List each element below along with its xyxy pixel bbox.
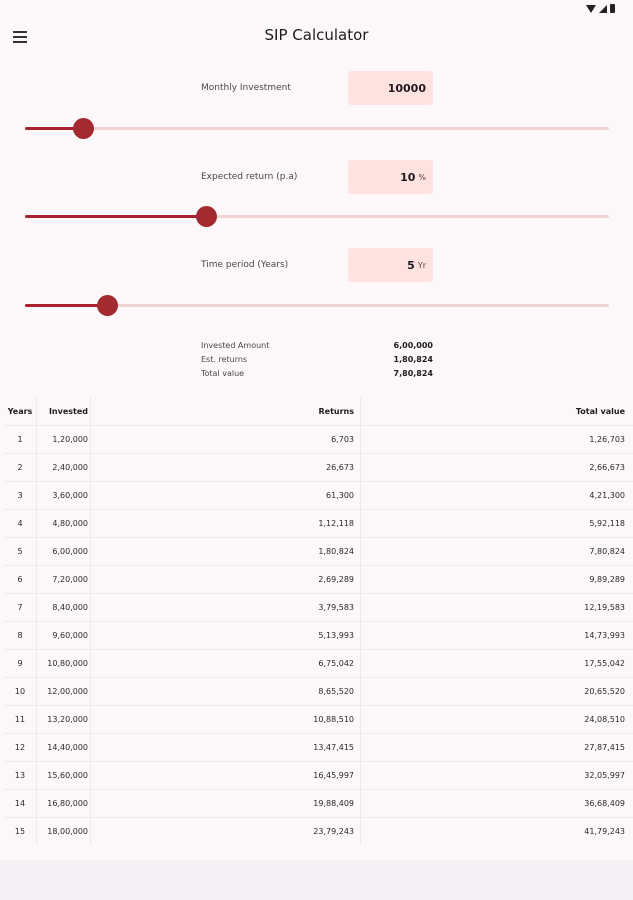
page-title: SIP Calculator — [264, 26, 369, 44]
cell-year: 10 — [4, 678, 37, 705]
cell-year: 2 — [4, 454, 37, 481]
table-row — [4, 761, 633, 789]
cell-invested: 15,60,000 — [37, 762, 91, 789]
cell-year: 5 — [4, 538, 37, 565]
table-row — [4, 733, 633, 761]
status-bar — [0, 0, 633, 18]
cell-total-value: 36,68,409 — [584, 799, 625, 808]
header-years: Years — [4, 397, 37, 425]
table-row — [4, 425, 633, 453]
table-row — [4, 789, 633, 817]
cell-returns: 8,65,520 — [91, 678, 361, 705]
cell-invested: 6,00,000 — [37, 538, 91, 565]
table-row — [4, 593, 633, 621]
expected-return-suffix: % — [418, 172, 426, 182]
cell-total-value: 7,80,824 — [589, 547, 625, 556]
header-invested: Invested — [37, 397, 91, 425]
summary-row-total — [201, 367, 433, 381]
summary-value: 7,80,824 — [393, 369, 433, 378]
cell-total-value: 14,73,993 — [584, 631, 625, 640]
battery-icon — [610, 4, 615, 13]
summary-row-invested — [201, 339, 433, 353]
yearly-table-container[interactable] — [0, 397, 633, 860]
cell-invested: 2,40,000 — [37, 454, 91, 481]
cell-year: 3 — [4, 482, 37, 509]
cell-invested: 12,00,000 — [37, 678, 91, 705]
monthly-investment-value: 10000 — [387, 81, 426, 95]
cell-total-value: 12,19,583 — [584, 603, 625, 612]
time-period-slider[interactable] — [25, 294, 609, 318]
summary-row-returns — [201, 353, 433, 367]
time-period-suffix: Yr — [417, 260, 426, 270]
cell-invested: 3,60,000 — [37, 482, 91, 509]
cell-invested: 9,60,000 — [37, 622, 91, 649]
cell-total-value: 20,65,520 — [584, 687, 625, 696]
cell-total-value: 27,87,415 — [584, 743, 625, 752]
cell-year: 6 — [4, 566, 37, 593]
cell-year: 15 — [4, 818, 37, 845]
cell-returns: 61,300 — [91, 482, 361, 509]
cell-returns: 6,703 — [91, 426, 361, 453]
table-row — [4, 677, 633, 705]
table-header — [4, 397, 633, 425]
yearly-table — [4, 397, 633, 845]
table-body — [4, 425, 633, 845]
cell-year: 9 — [4, 650, 37, 677]
cell-returns: 6,75,042 — [91, 650, 361, 677]
cell-total-value: 2,66,673 — [589, 463, 625, 472]
cell-year: 12 — [4, 734, 37, 761]
slider-fill — [25, 215, 206, 218]
table-row — [4, 537, 633, 565]
cell-returns: 10,88,510 — [91, 706, 361, 733]
cell-year: 14 — [4, 790, 37, 817]
table-row — [4, 453, 633, 481]
bottom-bar — [0, 860, 633, 900]
cell-returns: 1,80,824 — [91, 538, 361, 565]
app-bar — [0, 18, 633, 56]
monthly-investment-slider[interactable] — [25, 117, 609, 141]
expected-return-value: 10 — [400, 170, 416, 184]
slider-fill — [25, 304, 107, 307]
cell-invested: 1,20,000 — [37, 426, 91, 453]
cell-year: 11 — [4, 706, 37, 733]
cell-invested: 7,20,000 — [37, 566, 91, 593]
summary-value: 6,00,000 — [393, 341, 433, 350]
slider-thumb[interactable] — [73, 118, 94, 139]
table-row — [4, 509, 633, 537]
summary — [201, 339, 433, 381]
cell-total-value: 41,79,243 — [584, 827, 625, 836]
time-period-value: 5 — [407, 258, 415, 272]
cell-returns: 13,47,415 — [91, 734, 361, 761]
summary-label: Est. returns — [201, 355, 248, 364]
cell-invested: 10,80,000 — [37, 650, 91, 677]
cell-returns: 2,69,289 — [91, 566, 361, 593]
cell-returns: 5,13,993 — [91, 622, 361, 649]
header-total-value: Total value — [575, 406, 625, 416]
status-icons — [586, 4, 615, 13]
slider-thumb[interactable] — [196, 206, 217, 227]
cell-invested: 14,40,000 — [37, 734, 91, 761]
expected-return-label: Expected return (p.a) — [201, 172, 298, 182]
cell-returns: 26,673 — [91, 454, 361, 481]
cell-returns: 19,88,409 — [91, 790, 361, 817]
cell-returns: 23,79,243 — [91, 818, 361, 845]
cell-invested: 16,80,000 — [37, 790, 91, 817]
cell-total-value: 5,92,118 — [589, 519, 625, 528]
signal-icon — [599, 5, 607, 13]
cell-invested: 8,40,000 — [37, 594, 91, 621]
cell-total-value: 32,05,997 — [584, 771, 625, 780]
cell-invested: 4,80,000 — [37, 510, 91, 537]
monthly-investment-label: Monthly Investment — [201, 83, 291, 93]
summary-label: Total value — [201, 369, 245, 378]
cell-returns: 3,79,583 — [91, 594, 361, 621]
time-period-input[interactable] — [348, 248, 433, 282]
cell-returns: 16,45,997 — [91, 762, 361, 789]
table-row — [4, 621, 633, 649]
slider-track — [25, 127, 609, 130]
cell-year: 13 — [4, 762, 37, 789]
time-period-label: Time period (Years) — [201, 260, 289, 270]
expected-return-input[interactable] — [348, 160, 433, 194]
cell-total-value: 4,21,300 — [589, 491, 625, 500]
cell-total-value: 1,26,703 — [589, 435, 625, 444]
cell-invested: 18,00,000 — [37, 818, 91, 845]
monthly-investment-input[interactable] — [348, 71, 433, 105]
table-row — [4, 481, 633, 509]
wifi-icon — [586, 5, 596, 13]
cell-invested: 13,20,000 — [37, 706, 91, 733]
summary-label: Invested Amount — [201, 341, 270, 350]
cell-returns: 1,12,118 — [91, 510, 361, 537]
table-row — [4, 565, 633, 593]
cell-year: 4 — [4, 510, 37, 537]
expected-return-slider[interactable] — [25, 205, 609, 229]
cell-year: 7 — [4, 594, 37, 621]
table-row — [4, 705, 633, 733]
table-row — [4, 817, 633, 845]
cell-total-value: 24,08,510 — [584, 715, 625, 724]
summary-value: 1,80,824 — [393, 355, 433, 364]
cell-year: 8 — [4, 622, 37, 649]
cell-total-value: 9,89,289 — [589, 575, 625, 584]
table-row — [4, 649, 633, 677]
header-returns: Returns — [91, 397, 361, 425]
cell-year: 1 — [4, 426, 37, 453]
slider-thumb[interactable] — [97, 295, 118, 316]
cell-total-value: 17,55,042 — [584, 659, 625, 668]
